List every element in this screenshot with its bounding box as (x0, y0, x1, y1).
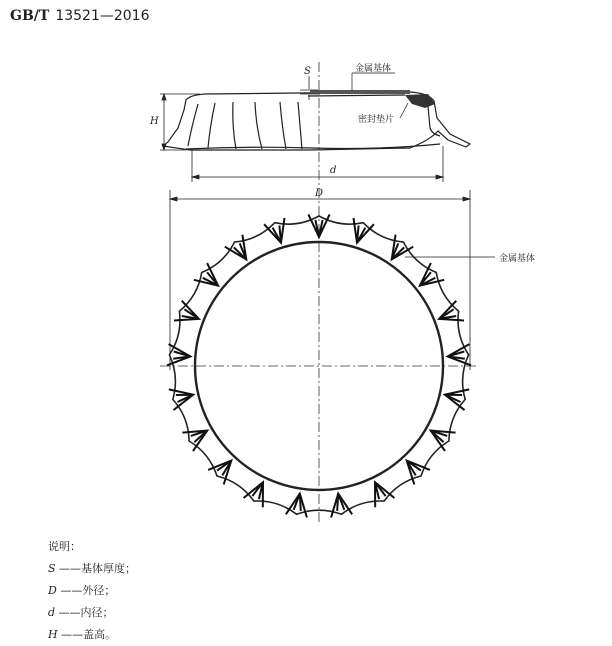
dimension-d-inner (192, 146, 443, 182)
label-s: S (304, 66, 311, 77)
crown-tooth (225, 235, 247, 260)
crown-tooth (392, 235, 414, 260)
crown-tooth (448, 344, 471, 365)
standard-number: 13521—2016 (55, 8, 150, 24)
sealing-gasket-section (405, 94, 435, 108)
label-d-inner: d (330, 165, 337, 176)
note-item: D ——外径； (48, 584, 116, 597)
callout-sealing-gasket: 密封垫片 (358, 115, 395, 125)
note-item: S ——基体厚度； (48, 562, 137, 575)
callout-metal-base-top: 金属基体 (499, 254, 536, 264)
skirt-flute (188, 104, 198, 146)
skirt-flute (208, 103, 215, 148)
crown-tooth (182, 431, 207, 452)
notes-title: 说明： (48, 540, 81, 553)
crown-tooth (431, 431, 456, 452)
callout-metal-base-side: 金属基体 (355, 64, 392, 74)
skirt-flute (233, 102, 236, 149)
top-view (160, 214, 495, 517)
note-item: d ——内径； (48, 606, 114, 619)
crown-tooth (375, 482, 394, 507)
label-h: H (150, 116, 159, 127)
label-d-outer: D (315, 188, 324, 199)
notes (48, 536, 136, 646)
crown-tooth (244, 482, 263, 507)
crown-tooth (167, 344, 190, 365)
standard-code: GB/T (10, 8, 50, 24)
metal-base-section (310, 90, 410, 94)
note-item: H ——盖高。 (48, 628, 117, 641)
skirt-flute (298, 102, 302, 149)
skirt-flute (255, 102, 262, 149)
skirt-flute (280, 102, 286, 149)
metal-base-plate (308, 95, 405, 96)
